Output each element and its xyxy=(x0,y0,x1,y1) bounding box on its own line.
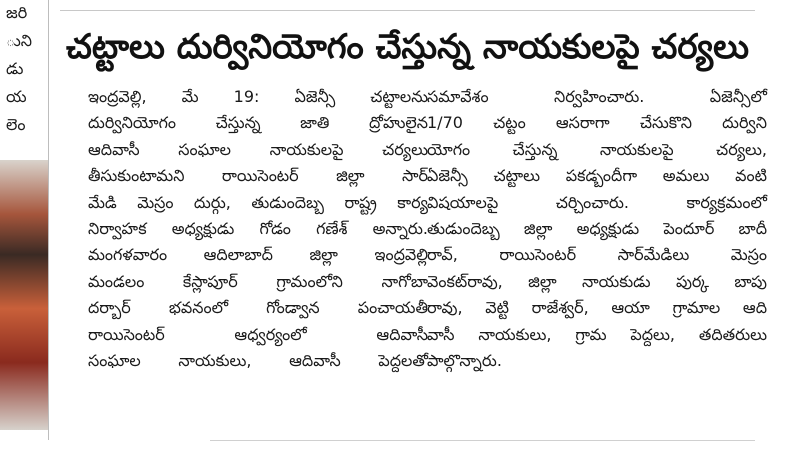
text-line: నిర్వాహక అధ్యక్షుడు గోడం గణేశ్ అన్నారు. xyxy=(88,219,428,239)
adjacent-photo xyxy=(0,160,48,430)
text-line: మండలం కేస్లాపూర్ గ్రామంలోని నాగోబా xyxy=(88,271,428,291)
adjacent-text-fragment: జరి xyxy=(6,3,28,22)
text-line: పాల్గొన్నారు. xyxy=(427,351,502,371)
article-column-2 xyxy=(427,84,767,374)
adjacent-text-fragment: ుని xyxy=(6,31,33,50)
top-divider xyxy=(60,10,755,11)
adjacent-text-fragment: లెం xyxy=(6,115,26,134)
text-line: రాయిసెంటర్ ఆధ్వర్యంలో ఆదివాసీ xyxy=(88,324,428,344)
text-line: సమావేశం నిర్వహించారు. ఏజెన్సీలో xyxy=(427,87,767,106)
text-line: వెంకట్‌రావు, జిల్లా నాయకుడు పుర్క బాపు xyxy=(427,271,767,291)
adjacent-text-fragment: డు xyxy=(6,59,24,78)
text-line: దర్బార్ భవనంలో గోండ్వాన పంచాయతీ xyxy=(88,298,428,318)
adjacent-article-clip xyxy=(0,0,49,440)
article-headline: చట్టాలు దుర్వినియోగం చేస్తున్న నాయకులపై చర్యలు xyxy=(65,27,749,67)
text-line: సంఘాల నాయకులు, ఆదివాసీ పెద్దలతో xyxy=(88,351,428,371)
text-line: ఇంద్రవెల్లి, మే 19: ఏజెన్సీ చట్టాలను xyxy=(88,87,428,106)
text-line: తీసుకుంటామని రాయిసెంటర్ జిల్లా సార్ xyxy=(88,166,428,186)
adjacent-text-fragment: య xyxy=(6,87,27,106)
text-line: తుడుందెబ్బ జిల్లా అధ్యక్షుడు పెందూర్ బాదీ xyxy=(427,219,767,239)
text-line: మేడి మెస్రం దుర్గు, తుడుందెబ్బ రాష్ట్ర కార్య xyxy=(88,192,428,212)
article-column-1 xyxy=(88,84,428,374)
bottom-divider xyxy=(210,440,755,441)
text-line: వాసీ నాయకులు, గ్రామ పెద్దలు, తదితరులు xyxy=(427,324,767,344)
text-line: 1/70 చట్టం ఆసరాగా చేసుకొని దుర్విని xyxy=(427,113,767,133)
text-line: రావ్, రాయిసెంటర్ సార్‌మేడిలు మెస్రం xyxy=(427,245,767,265)
text-line: రావు, వెట్టి రాజేశ్వర్, ఆయా గ్రామాల ఆది xyxy=(427,298,767,318)
text-line: దుర్వినియోగం చేస్తున్న జాతి ద్రోహులైన xyxy=(88,113,428,133)
text-line: ఏజెన్సీ చట్టాలు పకడ్బందీగా అమలు వంటి xyxy=(427,166,767,186)
text-line: విషయాలపై చర్చించారు. కార్యక్రమంలో xyxy=(427,192,767,212)
text-line: యోగం చేస్తున్న నాయకులపై చర్యలు, xyxy=(427,139,767,159)
text-line: మంగళవారం ఆదిలాబాద్ జిల్లా ఇంద్రవెల్లి xyxy=(88,245,428,265)
text-line: ఆదివాసీ సంఘాల నాయకులపై చర్యలు xyxy=(88,139,428,159)
